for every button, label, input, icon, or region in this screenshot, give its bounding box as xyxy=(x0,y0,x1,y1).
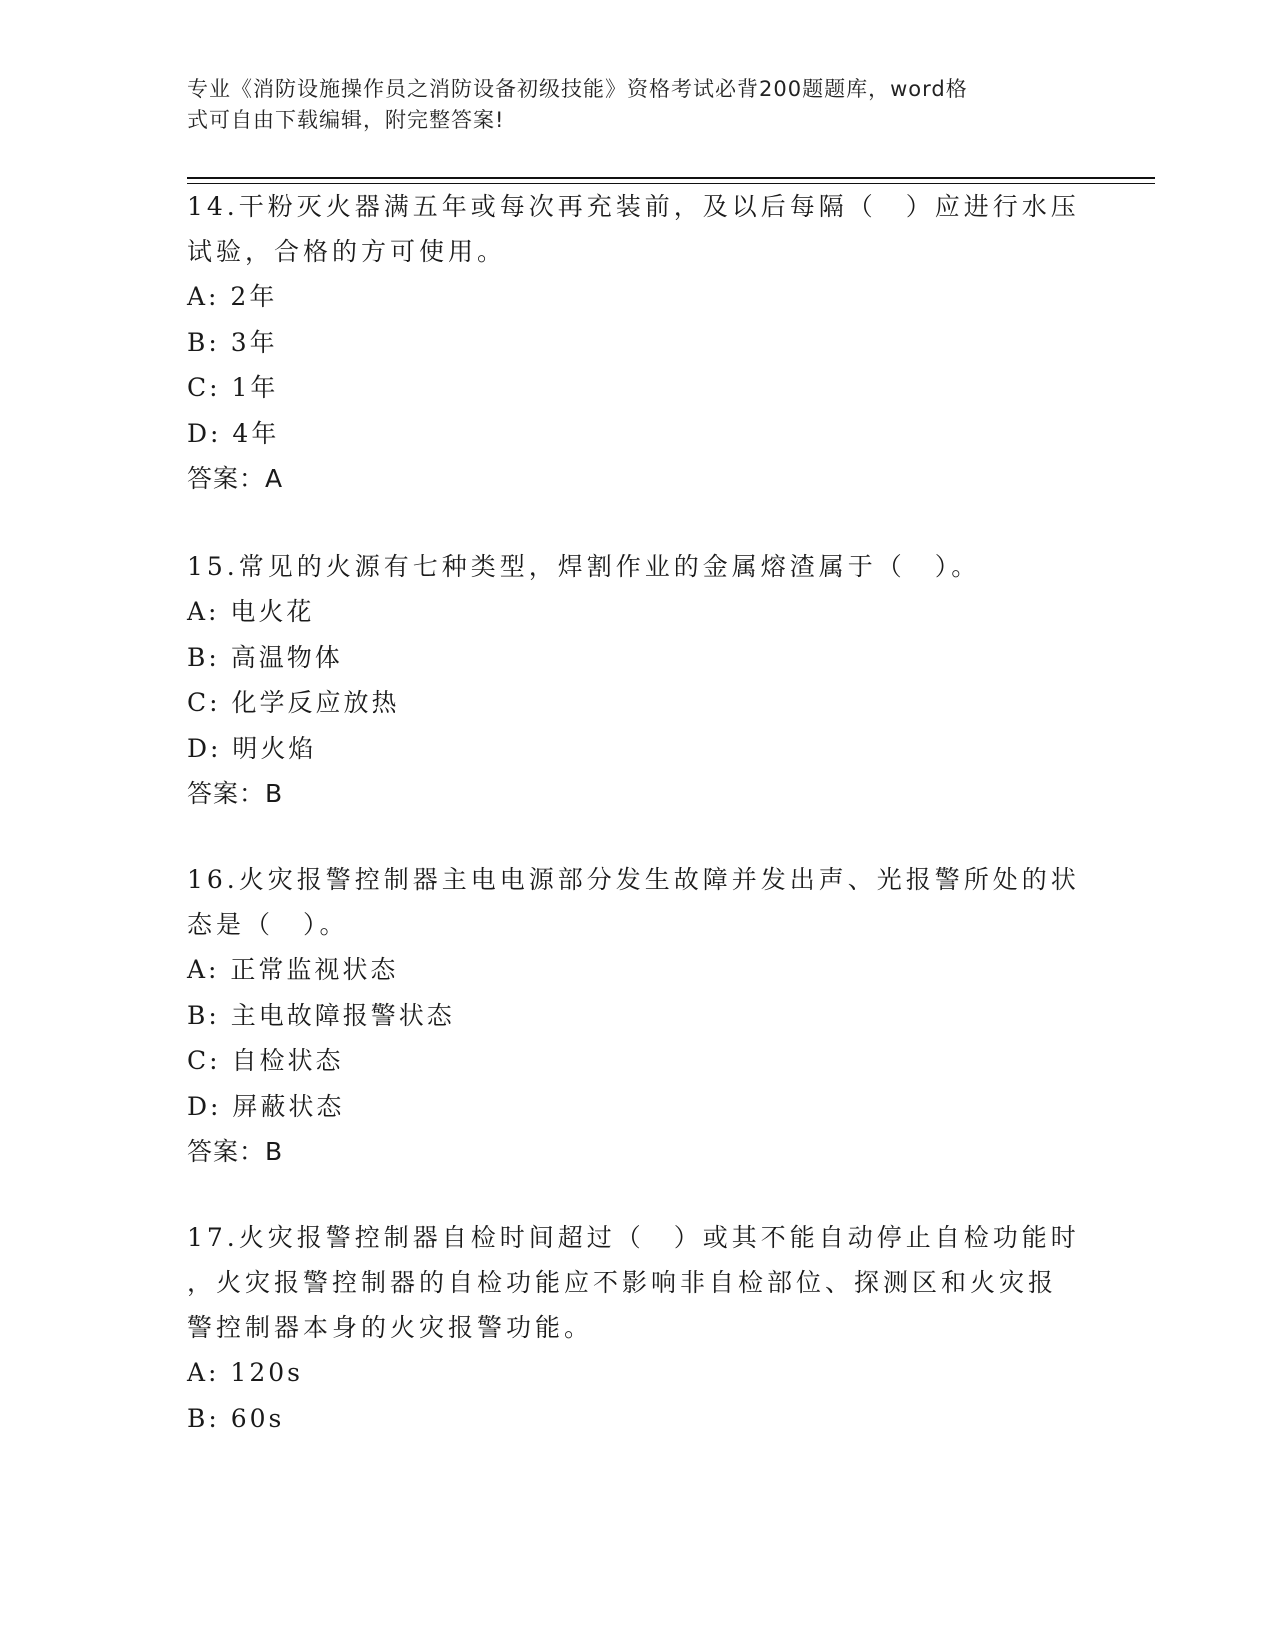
option-d: D: 4年 xyxy=(187,418,280,448)
question-17 xyxy=(187,1215,1087,1441)
option-c: C: 1年 xyxy=(187,373,279,402)
question-stem-line: ，火灾报警控制器的自检功能应不影响非自检部位、探测区和火灾报 xyxy=(187,1268,1058,1297)
option-a: A: 2年 xyxy=(187,282,278,311)
question-stem-line: 15.常见的火源有七种类型，焊割作业的金属熔渣属于（ ）。 xyxy=(187,552,981,581)
answer: 答案：A xyxy=(187,464,284,493)
option-d: D: 明火焰 xyxy=(187,733,317,763)
question-15 xyxy=(187,544,1087,816)
option-b: B: 60s xyxy=(187,1403,285,1433)
option-b: B: 主电故障报警状态 xyxy=(187,1000,455,1030)
question-14 xyxy=(187,184,1087,501)
answer: 答案：B xyxy=(187,779,284,808)
answer: 答案：B xyxy=(187,1137,284,1166)
option-b: B: 高温物体 xyxy=(187,642,343,672)
question-stem-line: 警控制器本身的火灾报警功能。 xyxy=(187,1313,594,1342)
option-a: A: 电火花 xyxy=(187,597,315,626)
question-stem-line: 14.干粉灭火器满五年或每次再充装前，及以后每隔（ ）应进行水压 xyxy=(187,192,1080,221)
question-stem-line: 试验，合格的方可使用。 xyxy=(187,237,507,266)
option-b: B: 3年 xyxy=(187,327,278,357)
option-c: C: 化学反应放热 xyxy=(187,688,400,717)
question-stem-line: 态是（ ）。 xyxy=(187,910,349,939)
header-divider-thick xyxy=(187,177,1155,179)
header-line-2: 式可自由下载编辑，附完整答案! xyxy=(187,108,505,132)
question-stem-line: 17.火灾报警控制器自检时间超过（ ）或其不能自动停止自检功能时 xyxy=(187,1223,1080,1252)
header-line-1: 专业《消防设施操作员之消防设备初级技能》资格考试必背200题题库，word格 xyxy=(187,77,968,101)
option-a: A: 120s xyxy=(187,1358,303,1387)
question-16 xyxy=(187,857,1087,1174)
option-d: D: 屏蔽状态 xyxy=(187,1091,345,1121)
option-a: A: 正常监视状态 xyxy=(187,955,399,984)
question-stem-line: 16.火灾报警控制器主电电源部分发生故障并发出声、光报警所处的状 xyxy=(187,865,1080,894)
document-header xyxy=(187,74,1067,136)
option-c: C: 自检状态 xyxy=(187,1046,344,1075)
